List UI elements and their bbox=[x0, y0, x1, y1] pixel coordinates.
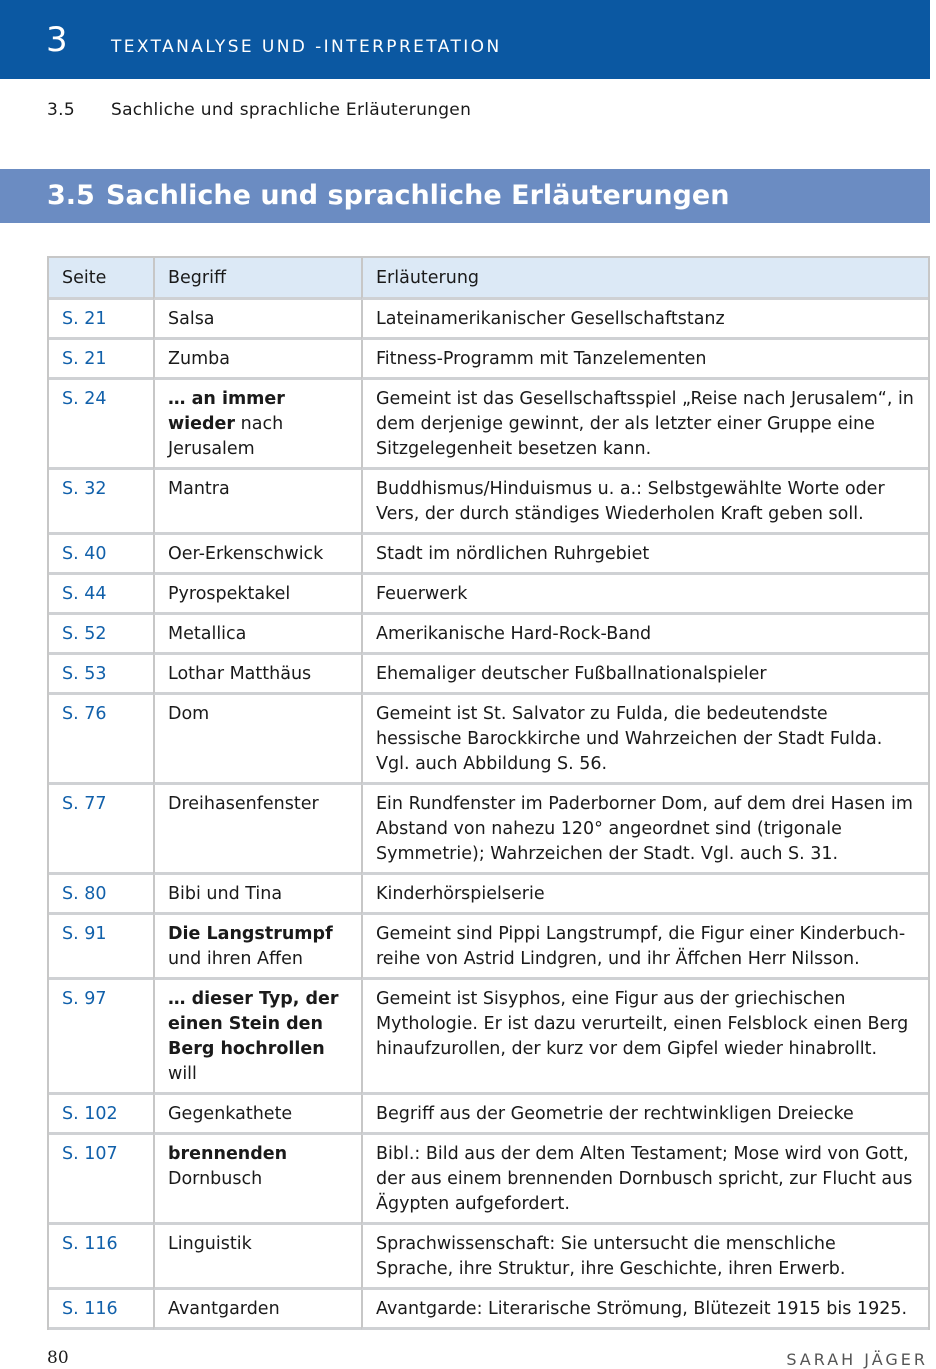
row-term-rest: Dornbusch bbox=[168, 1169, 263, 1189]
row-explanation: Begriff aus der Geometrie der rechtwinkligen Dreiecke bbox=[361, 1095, 928, 1135]
table-row bbox=[49, 470, 928, 535]
table-row bbox=[49, 340, 928, 380]
chapter-title: TEXTANALYSE UND -INTERPRETATION bbox=[111, 37, 502, 57]
glossary-table bbox=[47, 256, 930, 1330]
row-page-ref: S. 24 bbox=[49, 380, 153, 470]
row-page-ref: S. 116 bbox=[49, 1290, 153, 1330]
column-header-explanation: Erläuterung bbox=[361, 256, 928, 300]
row-term: Bibi und Tina bbox=[153, 875, 361, 915]
table-row bbox=[49, 915, 928, 980]
row-explanation: Amerikanische Hard-Rock-Band bbox=[361, 615, 928, 655]
table-row bbox=[49, 300, 928, 340]
section-title: Sachliche und sprachliche Erläuterungen bbox=[106, 180, 730, 211]
row-term-bold: … dieser Typ, der einen Stein den Berg hochrollen bbox=[168, 989, 339, 1059]
table-row bbox=[49, 575, 928, 615]
table-row bbox=[49, 535, 928, 575]
row-explanation: Stadt im nördlichen Ruhrgebiet bbox=[361, 535, 928, 575]
table-row bbox=[49, 980, 928, 1095]
row-explanation: Gemeint ist das Gesellschaftsspiel „Reise nach Jerusalem“, in dem derjenige gewinnt, der als letzter einer Gruppe eine Sitzgelegenheit besetzen kann. bbox=[361, 380, 928, 470]
table-row bbox=[49, 380, 928, 470]
row-term: Salsa bbox=[153, 300, 361, 340]
row-term: Linguistik bbox=[153, 1225, 361, 1290]
row-explanation: Ehemaliger deutscher Fußballnationalspieler bbox=[361, 655, 928, 695]
row-page-ref: S. 97 bbox=[49, 980, 153, 1095]
row-page-ref: S. 107 bbox=[49, 1135, 153, 1225]
table-row bbox=[49, 695, 928, 785]
row-explanation: Lateinamerikanischer Gesellschaftstanz bbox=[361, 300, 928, 340]
chapter-header-bar bbox=[0, 0, 930, 79]
row-term-bold: Die Langstrumpf bbox=[168, 924, 333, 944]
row-explanation: Sprachwissenschaft: Sie untersucht die menschliche Sprache, ihre Struktur, ihre Geschichte, ihren Erwerb. bbox=[361, 1225, 928, 1290]
section-number: 3.5 bbox=[47, 180, 95, 211]
row-term bbox=[153, 380, 361, 470]
column-header-term: Begriff bbox=[153, 256, 361, 300]
row-page-ref: S. 116 bbox=[49, 1225, 153, 1290]
running-head bbox=[47, 99, 471, 121]
chapter-number: 3 bbox=[46, 20, 68, 60]
row-explanation: Ein Rundfenster im Paderborner Dom, auf dem drei Hasen im Abstand von nahezu 120° angeordnet sind (trigonale Symmetrie); Wahrzeichen der Stadt. Vgl. auch S. 31. bbox=[361, 785, 928, 875]
author-name: SARAH JÄGER bbox=[786, 1350, 928, 1369]
row-page-ref: S. 44 bbox=[49, 575, 153, 615]
row-page-ref: S. 21 bbox=[49, 340, 153, 380]
row-term-bold: … an immer wieder bbox=[168, 389, 285, 434]
row-term-bold: brennenden bbox=[168, 1144, 288, 1164]
row-page-ref: S. 77 bbox=[49, 785, 153, 875]
row-page-ref: S. 76 bbox=[49, 695, 153, 785]
table-header-row bbox=[49, 256, 928, 300]
page-number: 80 bbox=[47, 1348, 69, 1368]
table-row bbox=[49, 875, 928, 915]
row-explanation: Gemeint ist Sisyphos, eine Figur aus der griechischen Mythologie. Er ist dazu verurteilt, einen Felsblock einen Berg hinaufzurollen, der kurz vor dem Gipfel wieder hinabrollt. bbox=[361, 980, 928, 1095]
row-term bbox=[153, 1135, 361, 1225]
row-term: Avantgarden bbox=[153, 1290, 361, 1330]
table-row bbox=[49, 1095, 928, 1135]
row-term: Mantra bbox=[153, 470, 361, 535]
section-heading-bar bbox=[0, 169, 930, 223]
running-head-number: 3.5 bbox=[47, 100, 75, 120]
row-explanation: Feuerwerk bbox=[361, 575, 928, 615]
row-explanation: Avantgarde: Literarische Strömung, Blütezeit 1915 bis 1925. bbox=[361, 1290, 928, 1330]
row-term-rest: und ihren Affen bbox=[168, 949, 303, 969]
row-explanation: Gemeint sind Pippi Langstrumpf, die Figur einer Kinderbuch-reihe von Astrid Lindgren, und ihr Äffchen Herr Nilsson. bbox=[361, 915, 928, 980]
row-term: Zumba bbox=[153, 340, 361, 380]
table-row bbox=[49, 1225, 928, 1290]
row-explanation: Buddhismus/Hinduismus u. a.: Selbstgewählte Worte oder Vers, der durch ständiges Wiederholen Kraft geben soll. bbox=[361, 470, 928, 535]
table-row bbox=[49, 1135, 928, 1225]
table-row bbox=[49, 785, 928, 875]
row-term: Lothar Matthäus bbox=[153, 655, 361, 695]
table-row bbox=[49, 1290, 928, 1330]
row-term: Dreihasenfenster bbox=[153, 785, 361, 875]
row-term: Metallica bbox=[153, 615, 361, 655]
row-explanation: Bibl.: Bild aus der dem Alten Testament; Mose wird von Gott, der aus einem brennenden Dornbusch spricht, zur Flucht aus Ägypten aufgefordert. bbox=[361, 1135, 928, 1225]
column-header-page: Seite bbox=[49, 256, 153, 300]
row-term-rest: will bbox=[168, 1064, 197, 1084]
row-explanation: Gemeint ist St. Salvator zu Fulda, die bedeutendste hessische Barockkirche und Wahrzeichen der Stadt Fulda. Vgl. auch Abbildung S. 56. bbox=[361, 695, 928, 785]
row-explanation: Fitness-Programm mit Tanzelementen bbox=[361, 340, 928, 380]
row-page-ref: S. 102 bbox=[49, 1095, 153, 1135]
row-term bbox=[153, 915, 361, 980]
row-page-ref: S. 52 bbox=[49, 615, 153, 655]
row-term: Pyrospektakel bbox=[153, 575, 361, 615]
table-row bbox=[49, 615, 928, 655]
row-term-rest: nach Jerusalem bbox=[168, 414, 284, 459]
row-page-ref: S. 40 bbox=[49, 535, 153, 575]
row-page-ref: S. 91 bbox=[49, 915, 153, 980]
row-explanation: Kinderhörspielserie bbox=[361, 875, 928, 915]
row-term: Dom bbox=[153, 695, 361, 785]
row-page-ref: S. 80 bbox=[49, 875, 153, 915]
row-page-ref: S. 32 bbox=[49, 470, 153, 535]
running-head-title: Sachliche und sprachliche Erläuterungen bbox=[111, 100, 472, 120]
table-row bbox=[49, 655, 928, 695]
row-term: Gegenkathete bbox=[153, 1095, 361, 1135]
row-page-ref: S. 53 bbox=[49, 655, 153, 695]
table-body bbox=[49, 300, 928, 1330]
row-term bbox=[153, 980, 361, 1095]
row-page-ref: S. 21 bbox=[49, 300, 153, 340]
row-term: Oer-Erkenschwick bbox=[153, 535, 361, 575]
